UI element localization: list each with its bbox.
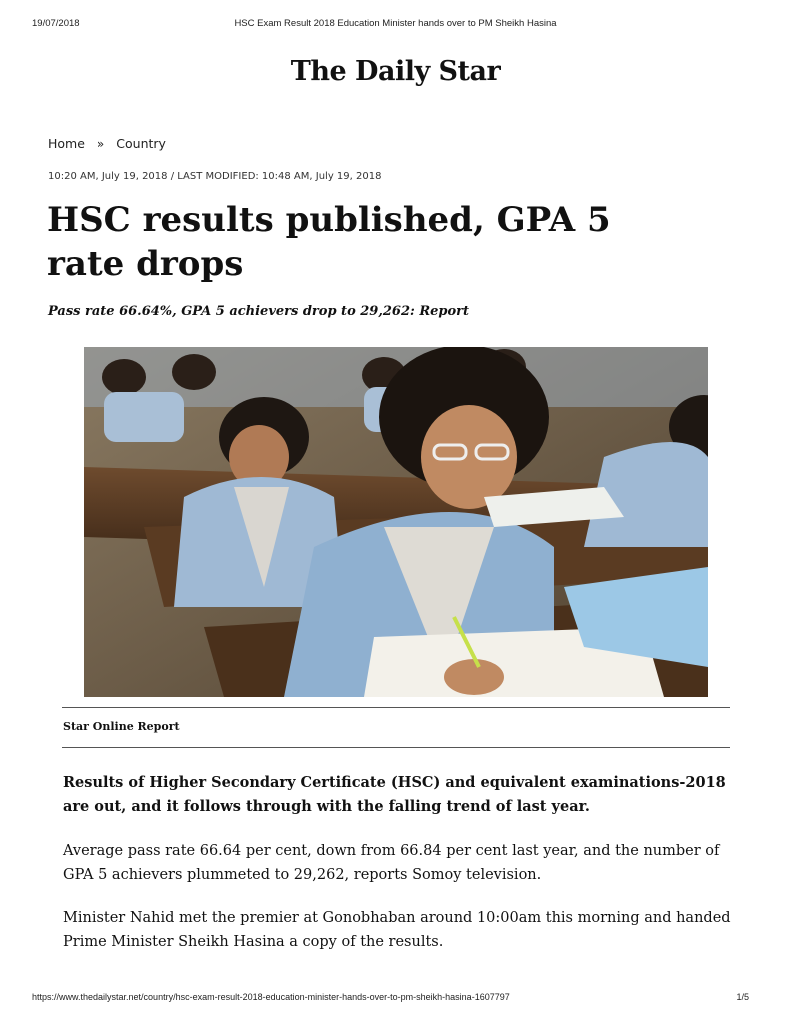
byline-divider-bottom (62, 747, 730, 748)
breadcrumb-home-link[interactable]: Home (48, 136, 85, 151)
print-date: 19/07/2018 (32, 18, 80, 29)
print-page-number: 1/5 (736, 992, 749, 1002)
exam-hall-photo-illustration (84, 347, 708, 697)
breadcrumb (48, 136, 166, 151)
article-headline: HSC results published, GPA 5 rate drops (47, 200, 611, 284)
article-photo (84, 347, 708, 697)
print-header (32, 18, 759, 32)
print-footer (32, 992, 759, 1006)
breadcrumb-country-link[interactable]: Country (116, 136, 166, 151)
article-paragraph: Average pass rate 66.64 per cent, down from 66.84 per cent last year, and the number of GPA 5 achievers plummeted to 29,262, reports Somoy television. (63, 843, 720, 883)
article-byline: Star Online Report (63, 720, 180, 733)
article-paragraph: Minister Nahid met the premier at Gonobhaban around 10:00am this morning and handed Prime Minister Sheikh Hasina a copy of the results. (63, 910, 731, 950)
article-subhead: Pass rate 66.64%, GPA 5 achievers drop to 29,262: Report (48, 304, 470, 319)
print-url: https://www.thedailystar.net/country/hsc-exam-result-2018-education-minister-hands-over-to-pm-sheikh-hasina-1607797 (32, 992, 510, 1002)
article-timestamp: 10:20 AM, July 19, 2018 / LAST MODIFIED: 10:48 AM, July 19, 2018 (48, 171, 382, 182)
site-logo[interactable]: The Daily Star (290, 56, 501, 87)
breadcrumb-separator-icon: » (96, 136, 105, 151)
article-lead-paragraph: Results of Higher Secondary Certificate (HSC) and equivalent examinations-2018 are out, and it follows through with the falling trend of last year. (63, 774, 726, 815)
byline-divider-top (62, 707, 730, 708)
print-document-title: HSC Exam Result 2018 Education Minister hands over to PM Sheikh Hasina (234, 18, 557, 29)
